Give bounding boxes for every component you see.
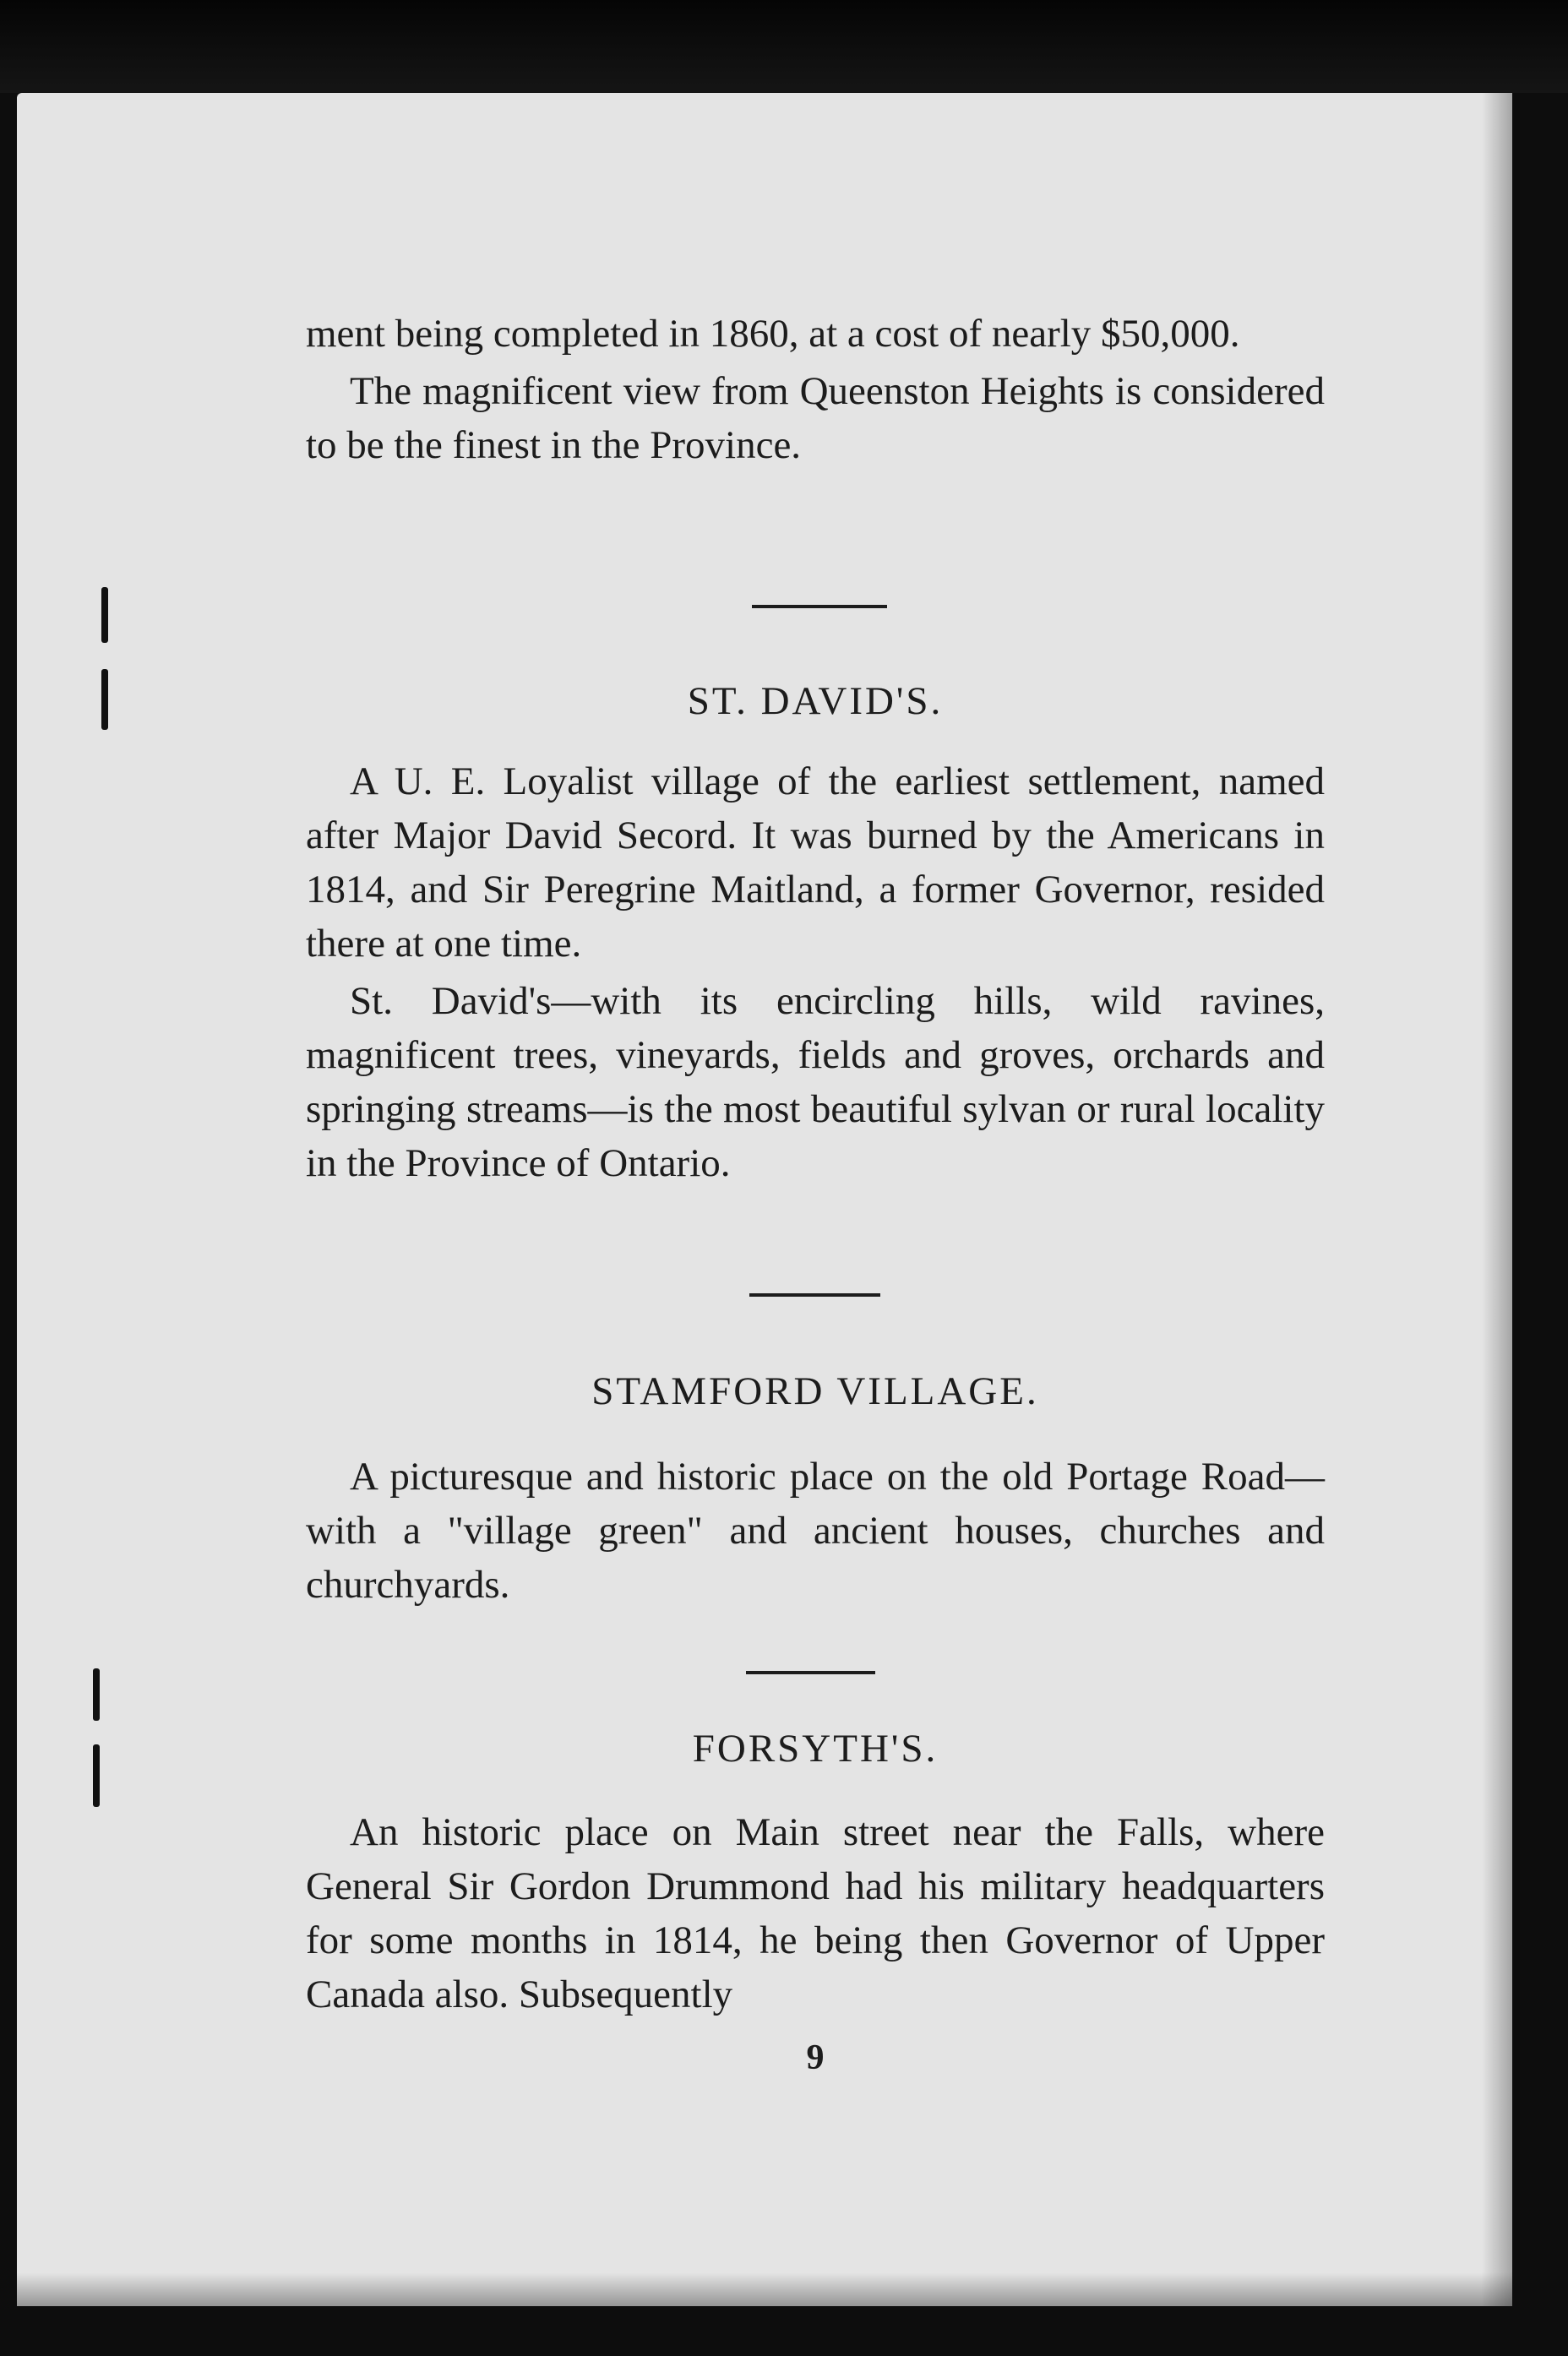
page-bottom-shadow [17,2272,1512,2306]
page-number: 9 [806,2038,825,2077]
margin-mark [101,669,108,730]
paragraph: A U. E. Loyalist village of the earliest settlement, named after Major David Secord. It was burned by the Americans in 1814, and Sir Peregrine Maitland, a former Governor, resided there at one time. [306,759,1325,966]
margin-mark [93,1744,100,1807]
intro-text [306,307,1325,472]
paragraph: An historic place on Main street near the Falls, where General Sir Gordon Drummond had his military headquarters for some months in 1814, he being then Governor of Upper Canada also. Subsequently [306,1810,1325,2016]
section-text [306,1805,1325,2021]
section-text [306,754,1325,1190]
section-divider [752,605,887,608]
page-edge-shadow [1482,93,1512,2306]
section-text [306,1450,1325,1612]
scan-top-edge [0,0,1568,93]
section-divider [749,1293,880,1297]
paragraph: A picturesque and historic place on the old Portage Road—with a "village green" and ancient houses, churches and churchyards. [306,1455,1325,1607]
section-heading: STAMFORD VILLAGE. [591,1369,1039,1413]
paragraph: ment being completed in 1860, at a cost of nearly $50,000. [306,312,1240,356]
paragraph: The magnificent view from Queenston Heights is considered to be the finest in the Province. [306,369,1325,467]
section-heading: ST. DAVID'S. [687,679,944,723]
margin-mark [93,1668,100,1721]
section-divider [746,1671,875,1674]
section-heading: FORSYTH'S. [692,1727,939,1771]
paragraph: St. David's—with its encircling hills, wild ravines, magnificent trees, vineyards, fields and groves, orchards and springing streams—is the most beautiful sylvan or rural locality in the Province of Ontario. [306,979,1325,1185]
margin-mark [101,587,108,643]
